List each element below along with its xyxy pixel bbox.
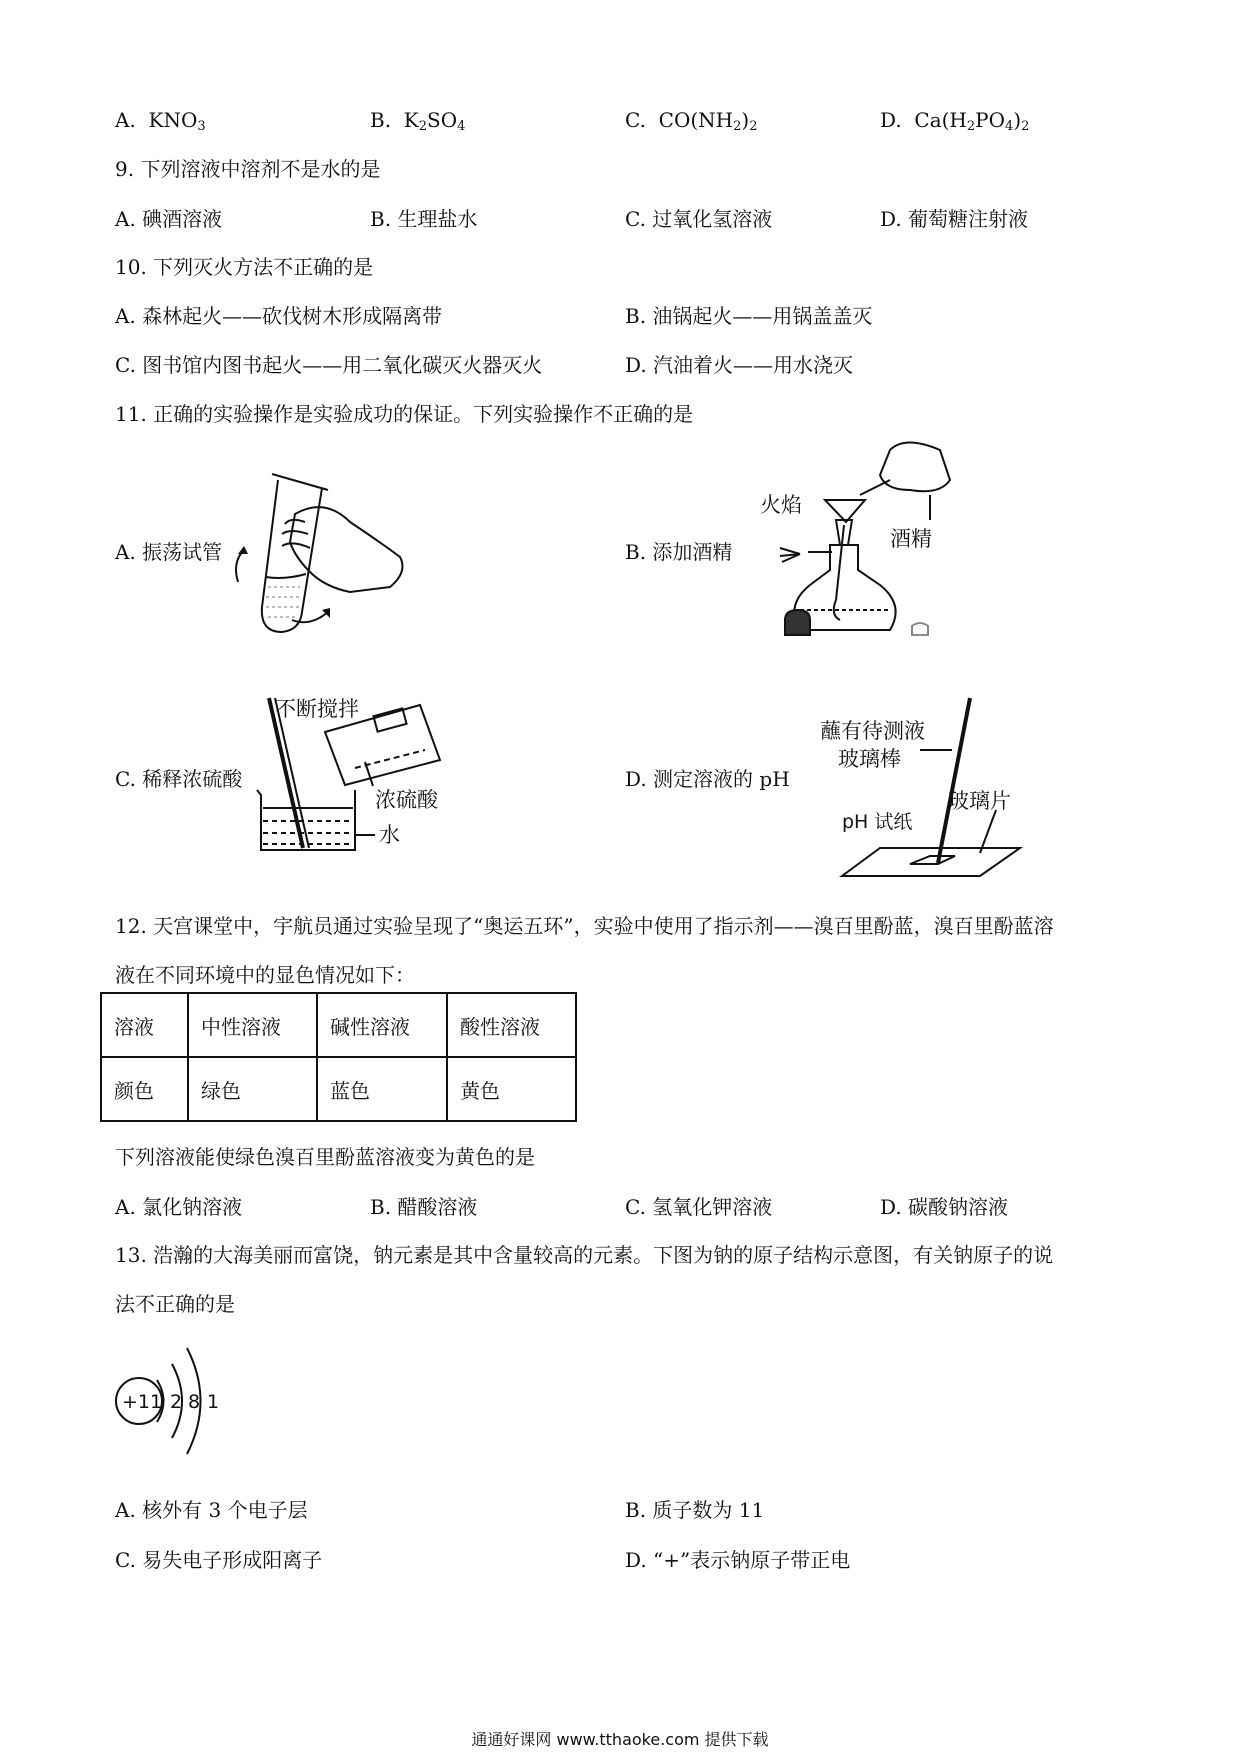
stir-label: 不断搅拌: [275, 697, 359, 721]
q8-option-d: D. $Ca(H_2PO_4)_2$: [880, 108, 1030, 134]
q13-option-d: D. “+”表示钠原子带正电: [625, 1548, 851, 1572]
q10-stem: 10. 下列灭火方法不正确的是: [115, 255, 374, 279]
shell-3-electrons: 1: [207, 1391, 220, 1413]
table-cell: 溶液: [101, 993, 188, 1057]
q10-option-b: B. 油锅起火——用锅盖盖灭: [625, 304, 873, 328]
indicator-color-table: [100, 992, 577, 1122]
q13-option-a: A. 核外有 3 个电子层: [115, 1498, 308, 1522]
q8-option-b: B. $K_2SO_4$: [370, 108, 466, 134]
table-cell: 黄色: [447, 1057, 576, 1121]
concentrated-acid-label: 浓硫酸: [375, 788, 438, 812]
table-cell: 绿色: [188, 1057, 317, 1121]
q9-stem: 9. 下列溶液中溶剂不是水的是: [115, 157, 381, 181]
flame-label: 火焰: [760, 493, 802, 517]
sodium-atom-structure-figure: [112, 1330, 232, 1470]
q10-option-a: A. 森林起火——砍伐树木形成隔离带: [115, 304, 443, 328]
table-cell: 酸性溶液: [447, 993, 576, 1057]
alcohol-label: 酒精: [890, 527, 932, 551]
table-cell: 颜色: [101, 1057, 188, 1121]
q13-option-c: C. 易失电子形成阳离子: [115, 1548, 323, 1572]
q12-option-d: D. 碳酸钠溶液: [880, 1195, 1009, 1219]
q11-option-b: B. 添加酒精: [625, 540, 733, 564]
q12-stem-line2: 液在不同环境中的显色情况如下：: [115, 963, 415, 987]
q11-option-a: A. 振荡试管: [115, 540, 223, 564]
alcohol-lamp-figure: [740, 440, 980, 660]
q10-option-c: C. 图书馆内图书起火——用二氧化碳灭火器灭火: [115, 353, 543, 377]
glass-rod-label: 玻璃棒: [838, 747, 901, 771]
page-footer: 通通好课网 www.tthaoke.com 提供下载: [471, 1730, 769, 1749]
table-row: [101, 993, 576, 1057]
glass-plate-label: 玻璃片: [948, 789, 1011, 813]
test-tube-shaking-figure: [230, 462, 410, 642]
q12-question: 下列溶液能使绿色溴百里酚蓝溶液变为黄色的是: [115, 1145, 535, 1169]
q8-option-c: C. $CO(NH_2)_2$: [625, 108, 758, 134]
shell-2-electrons: 8: [188, 1391, 201, 1413]
table-cell: 蓝色: [317, 1057, 447, 1121]
q12-stem-line1: 12. 天宫课堂中，宇航员通过实验呈现了“奥运五环”，实验中使用了指示剂——溴百里酚蓝，溴百里酚蓝溶: [115, 914, 1054, 938]
ph-test-figure: [820, 688, 1040, 883]
q12-option-c: C. 氢氧化钾溶液: [625, 1195, 773, 1219]
q8-option-a: A. $KNO_3$: [115, 108, 206, 134]
q9-option-b: B. 生理盐水: [370, 207, 478, 231]
q9-option-c: C. 过氧化氢溶液: [625, 207, 773, 231]
q11-option-d: D. 测定溶液的 pH: [625, 767, 790, 791]
nucleus-label: +11: [122, 1391, 163, 1413]
ph-paper-label: pH 试纸: [842, 811, 913, 833]
table-cell: 碱性溶液: [317, 993, 447, 1057]
diluting-acid-figure: [255, 690, 480, 855]
table-cell: 中性溶液: [188, 993, 317, 1057]
test-liquid-label: 蘸有待测液: [820, 719, 925, 743]
q11-option-c: C. 稀释浓硫酸: [115, 767, 243, 791]
q12-option-b: B. 醋酸溶液: [370, 1195, 478, 1219]
q9-option-d: D. 葡萄糖注射液: [880, 207, 1029, 231]
q13-option-b: B. 质子数为 11: [625, 1498, 765, 1522]
q13-stem-line1: 13. 浩瀚的大海美丽而富饶，钠元素是其中含量较高的元素。下图为钠的原子结构示意图，有关钠原子的说: [115, 1243, 1054, 1267]
water-label: 水: [379, 823, 400, 847]
q11-stem: 11. 正确的实验操作是实验成功的保证。下列实验操作不正确的是: [115, 402, 694, 426]
shell-1-electrons: 2: [170, 1391, 183, 1413]
q13-stem-line2: 法不正确的是: [115, 1292, 235, 1316]
table-row: [101, 1057, 576, 1121]
q9-option-a: A. 碘酒溶液: [115, 207, 223, 231]
q12-option-a: A. 氯化钠溶液: [115, 1195, 243, 1219]
q10-option-d: D. 汽油着火——用水浇灭: [625, 353, 854, 377]
